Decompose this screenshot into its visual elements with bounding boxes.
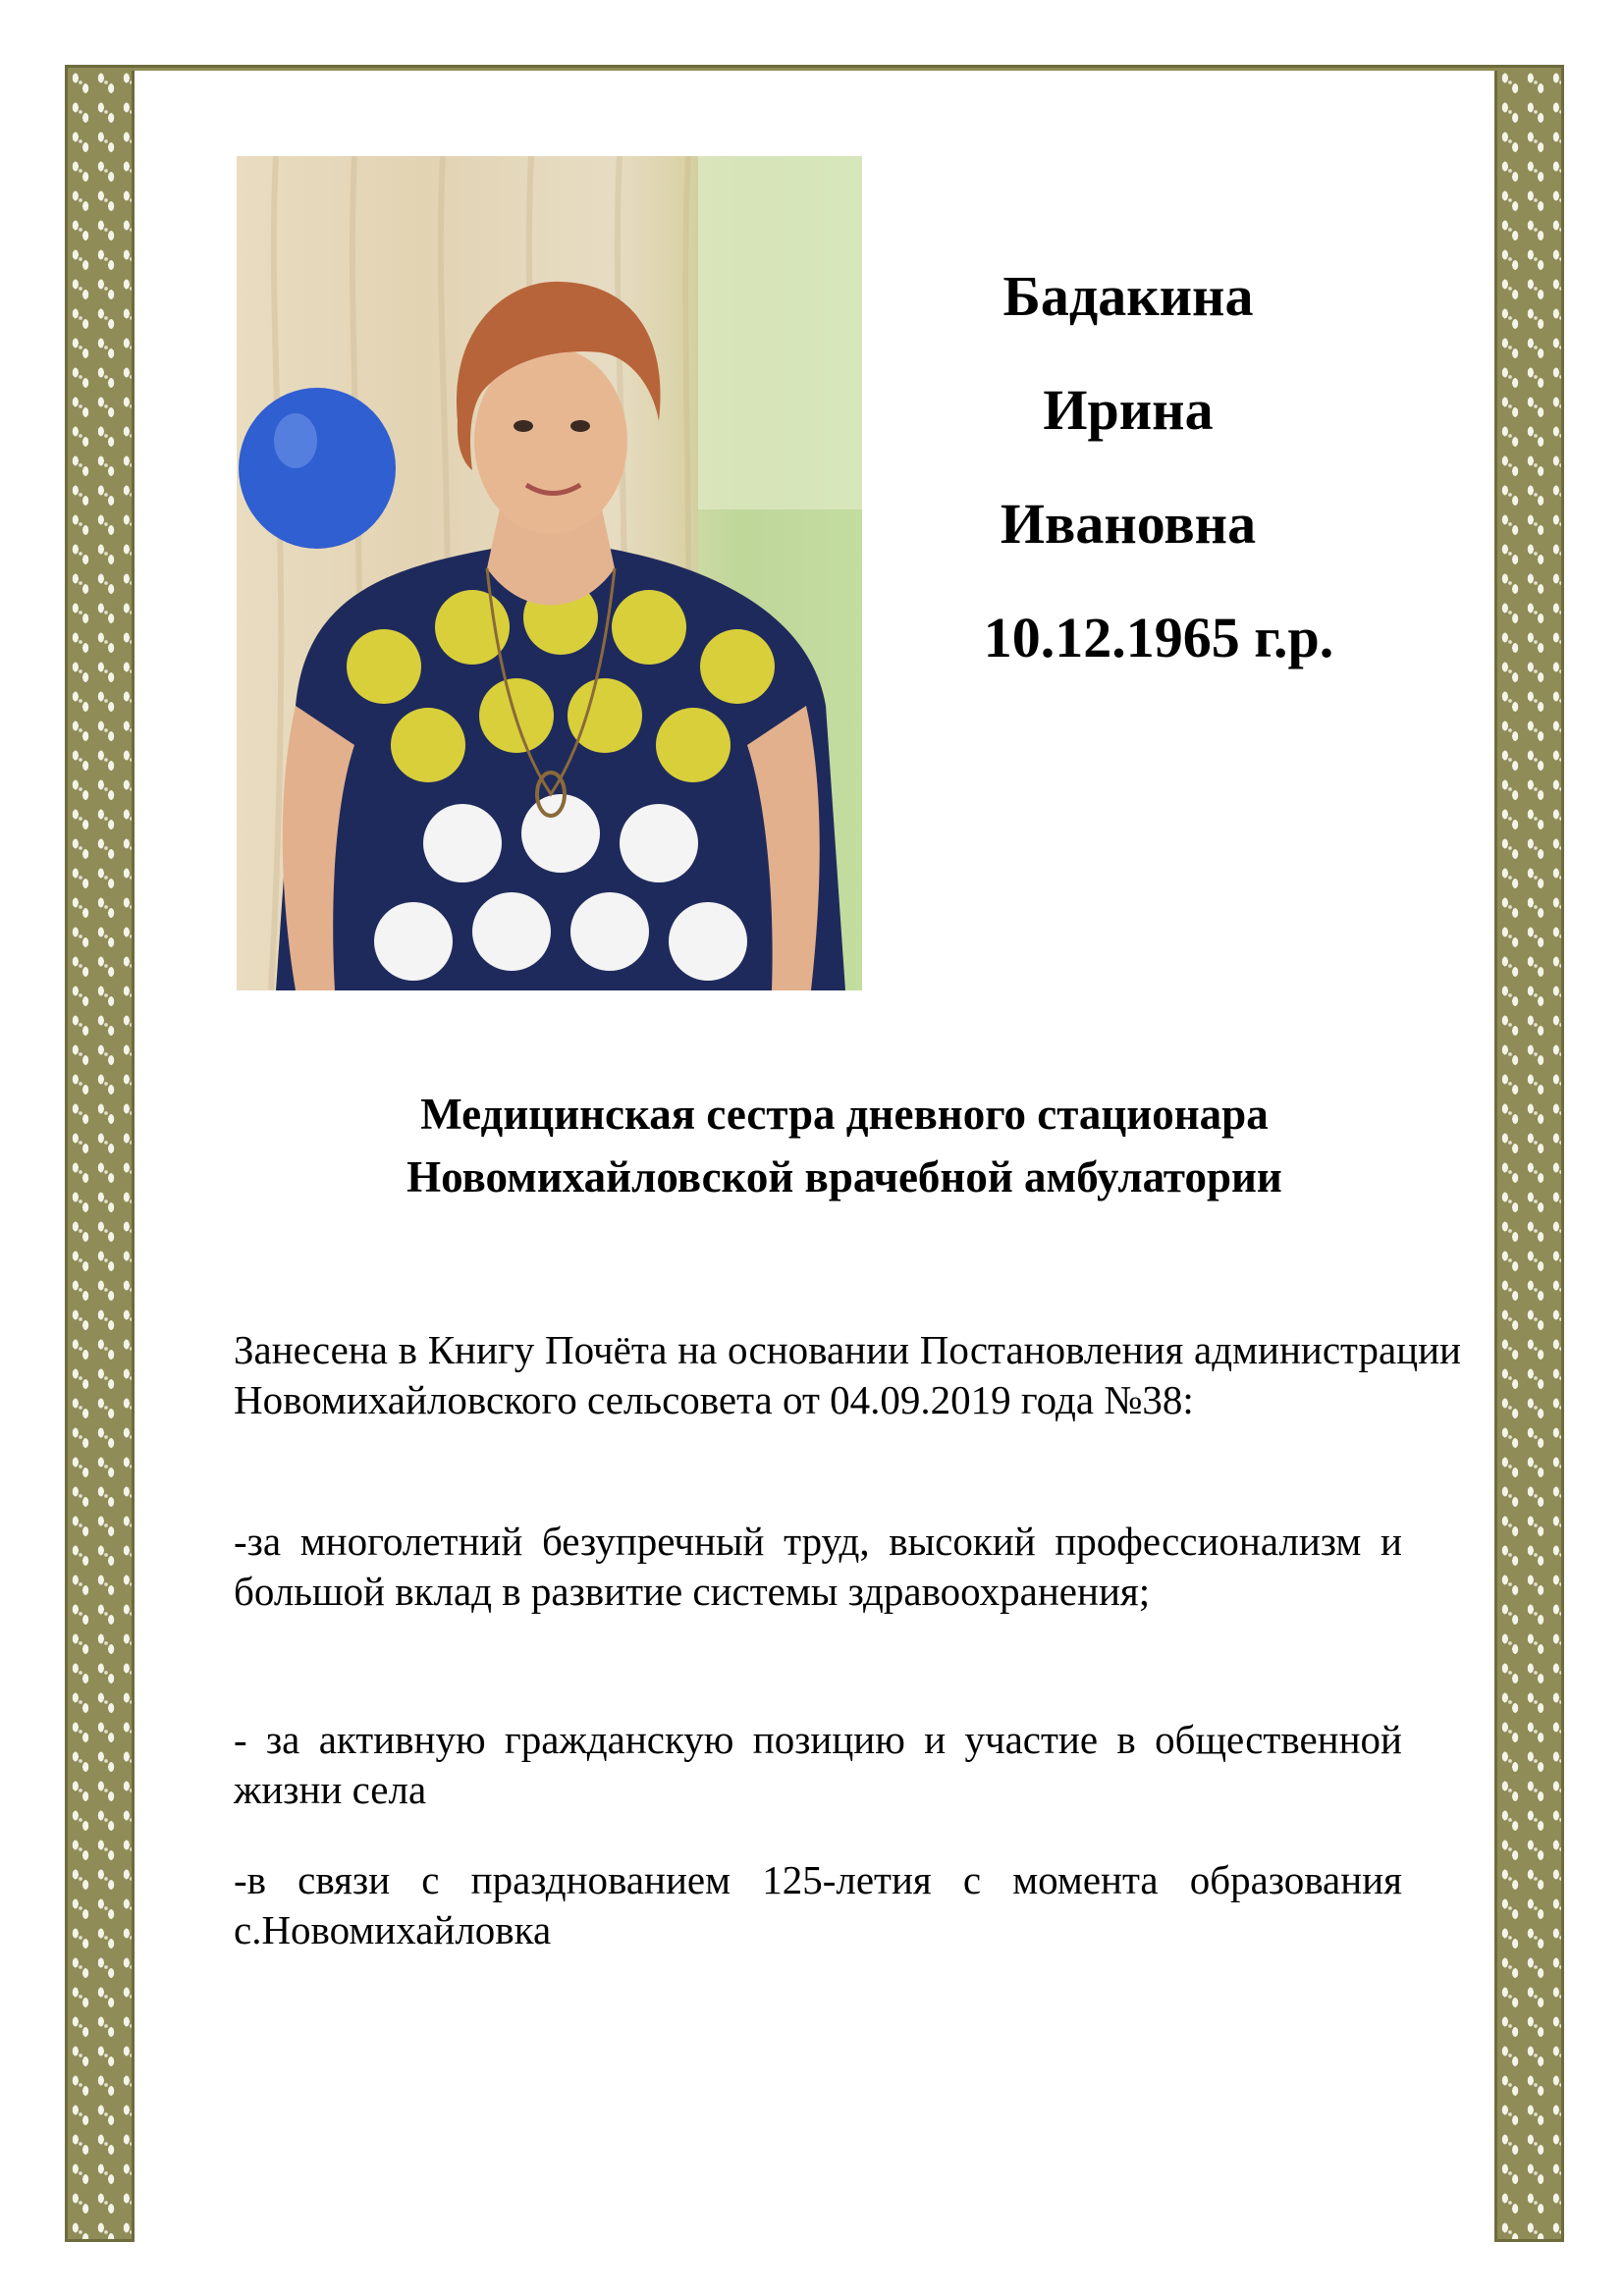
balloon-shape	[239, 388, 396, 549]
portrait-photo	[237, 156, 862, 990]
position-title-line-2: Новомихайловской врачебной амбулатории	[406, 1152, 1282, 1201]
reason-item-2: - за активную гражданскую позицию и участие в общественной жизни села	[234, 1717, 1402, 1812]
reason-item-3: -в связи с празднованием 125-летия с момента образования с.Новомихайловка	[234, 1857, 1402, 1952]
honor-intro-paragraph: Занесена в Книгу Почёта на основании Постановления администрации Новомихайловского сельсовета от 04.09.2019 года №38:	[234, 1327, 1461, 1422]
patronymic: Ивановна	[1000, 492, 1257, 556]
birth-date: 10.12.1965 г.р.	[983, 606, 1334, 669]
surname: Бадакина	[1002, 264, 1254, 328]
first-name: Ирина	[1043, 378, 1214, 442]
position-title-line-1: Медицинская сестра дневного стационара	[420, 1090, 1269, 1139]
reason-item-1: -за многолетний безупречный труд, высокий профессионализм и большой вклад в развитие системы здравоохранения;	[234, 1519, 1402, 1614]
